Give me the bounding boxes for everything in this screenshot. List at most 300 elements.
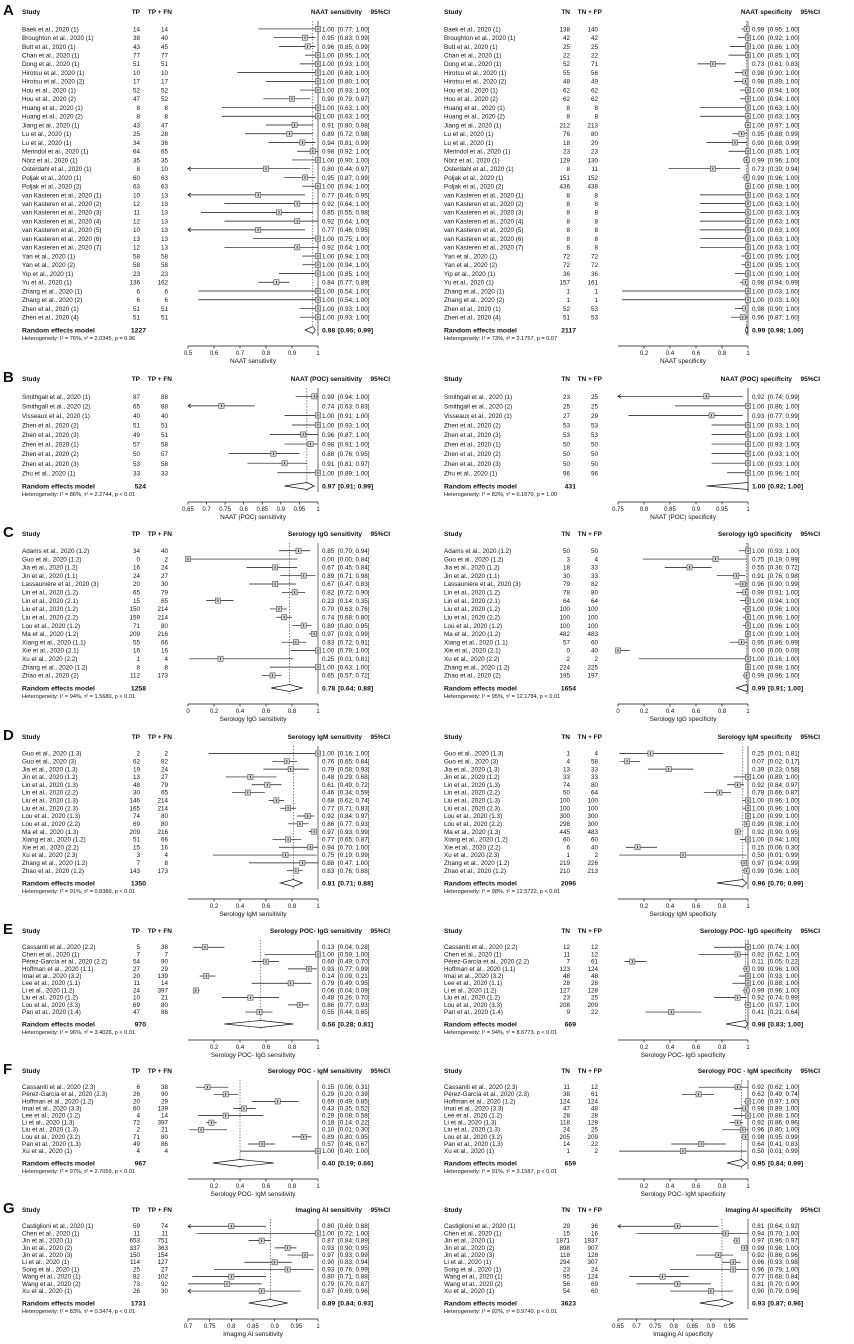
study-count-1: 224 [559, 664, 570, 672]
panel-letter-A: A [3, 2, 14, 19]
study-count-2: 58 [160, 441, 168, 449]
study-count-2: 907 [587, 1244, 598, 1252]
estimate-value: 1.00 [752, 614, 765, 622]
study-count-2: 13 [160, 235, 168, 243]
ci-value: [0.69; 0.88] [338, 1223, 370, 1231]
study-label: Lou et al., 2020 (3.2) [444, 1133, 503, 1141]
study-count-2: 57 [160, 451, 168, 459]
ci-value: [0.93; 0.99] [338, 631, 370, 639]
study-count-2: 10 [160, 69, 168, 77]
x-tick-label: 0.8 [639, 507, 649, 513]
estimate-value: 0.73 [752, 166, 765, 174]
study-count-1: 28 [562, 980, 570, 988]
pooled-ci: [0.64; 0.88] [338, 685, 374, 693]
estimate-value: 0.13 [322, 944, 335, 952]
ci-value: [0.41; 0.83] [768, 1140, 800, 1148]
ci-value: [0.85; 1.00] [768, 52, 800, 60]
study-count-2: 2 [164, 556, 168, 564]
panel-letter-G: G [3, 1200, 15, 1217]
study-count-1: 8 [136, 166, 140, 174]
pooled-estimate: 0.95 [752, 1160, 766, 1168]
study-label: Guo et al., 2020 (1.3) [444, 750, 504, 758]
x-tick-label: 0.2 [639, 709, 649, 715]
ci-value: [0.93; 0.99] [338, 828, 370, 836]
ci-value: [0.06; 0.31] [338, 1084, 370, 1092]
study-label: Huang et al., 2020 (1) [444, 104, 505, 112]
estimate-value: 1.00 [322, 235, 335, 243]
header-study: Study [444, 9, 463, 16]
study-count-2: 25 [590, 43, 598, 51]
header-count-2: TP + FN [147, 9, 172, 16]
header-count-1: TN [561, 1207, 570, 1214]
study-count-2: 90 [160, 1091, 168, 1099]
ci-value: [0.80; 0.95] [338, 622, 370, 630]
estimate-value: 0.98 [752, 1133, 765, 1141]
pooled-total: 970 [134, 1021, 146, 1029]
header-count-1: TP [131, 1068, 140, 1075]
study-label: Lin et al., 2020 (1.3) [444, 781, 501, 789]
header-metric: NAAT (POC) sensitivity [290, 376, 362, 383]
study-label: Wang et al., 2020 (2) [444, 1280, 503, 1288]
header-study: Study [444, 734, 463, 741]
x-tick-label: 0.6 [209, 351, 219, 357]
ci-value: [0.08; 0.58] [338, 1112, 370, 1120]
x-tick-label: 0.6 [691, 709, 701, 715]
pooled-diamond [285, 483, 315, 490]
study-count-2: 33 [590, 774, 598, 782]
study-label: Lou et al., 2020 (1.2) [22, 622, 81, 630]
study-count-1: 57 [562, 639, 570, 647]
estimate-value: 0.92 [322, 244, 335, 252]
study-count-2: 20 [590, 139, 598, 147]
ci-value: [0.57; 0.72] [338, 672, 370, 680]
study-count-1: 4 [136, 1148, 140, 1156]
study-count-1: 10 [132, 192, 140, 200]
x-tick-label: 0.4 [235, 1045, 245, 1051]
ci-value: [0.01; 0.81] [338, 656, 370, 664]
study-label: Liu et al., 2020 (2.2) [444, 614, 501, 622]
ci-value: [0.70; 0.94] [338, 547, 370, 555]
heterogeneity-text: Heterogeneity: I² = 94%, τ² = 8.6773, p < 0.01 [444, 1030, 558, 1036]
estimate-value: 1.00 [752, 432, 765, 440]
study-label: Xiang et al., 2020 (1.1) [444, 639, 508, 647]
estimate-value: 1.00 [752, 35, 765, 43]
header-metric: Serology IgG sensitivity [287, 531, 362, 538]
estimate-value: 0.92 [322, 218, 335, 226]
estimate-value: 1.00 [752, 606, 765, 614]
ci-value: [0.72; 0.90] [338, 589, 370, 597]
study-label: Liu et al., 2020 (2.2) [22, 614, 79, 622]
study-count-2: 64 [590, 597, 598, 605]
pooled-estimate: 1.00 [752, 483, 766, 491]
ci-value: [0.75; 1.00] [338, 235, 370, 243]
estimate-value: 0.00 [752, 647, 765, 655]
header-count-1: TP [131, 734, 140, 741]
study-label: Yan et al., 2020 (2) [444, 262, 498, 270]
study-label: Zhen et al., 2020 (1) [22, 305, 79, 313]
study-count-2: 2 [164, 750, 168, 758]
estimate-value: 0.89 [322, 1133, 335, 1141]
estimate-value: 0.91 [322, 122, 335, 130]
pooled-diamond [271, 685, 302, 692]
study-count-1: 30 [132, 789, 140, 797]
study-count-2: 12 [590, 944, 598, 952]
study-count-2: 25 [590, 1126, 598, 1134]
study-label: Guo et al., 2020 (1.3) [22, 750, 82, 758]
study-count-1: 208 [559, 1001, 570, 1009]
study-count-1: 64 [132, 148, 140, 156]
study-count-1: 48 [562, 972, 570, 980]
study-count-2: 751 [157, 1237, 168, 1245]
study-count-2: 12 [590, 951, 598, 959]
ci-value: [0.63; 1.00] [338, 104, 370, 112]
study-count-2: 13 [160, 192, 168, 200]
estimate-value: 1.00 [752, 797, 765, 805]
ci-value: [0.96; 1.00] [768, 805, 800, 813]
study-count-2: 14 [160, 980, 168, 988]
study-count-1: 100 [559, 622, 570, 630]
x-tick-label: 0.2 [209, 1045, 219, 1051]
x-tick-label: 1 [316, 709, 320, 715]
estimate-value: 0.80 [322, 166, 335, 174]
study-count-1: 1 [566, 1148, 570, 1156]
study-label: Chan et al., 2020 (1) [22, 52, 80, 60]
estimate-value: 0.98 [322, 441, 335, 449]
forest-panel-E-right [444, 928, 820, 1059]
ci-value: [0.69; 0.96] [338, 1287, 370, 1295]
study-count-1: 24 [132, 572, 140, 580]
study-count-2: 61 [590, 1091, 598, 1099]
ci-value: [0.86; 0.99] [768, 639, 800, 647]
study-count-2: 102 [157, 1273, 168, 1281]
ci-value: [0.94; 1.00] [338, 183, 370, 191]
study-count-1: 17 [132, 78, 140, 86]
study-label: Baek et al., 2020 (1) [22, 26, 79, 34]
study-count-1: 898 [559, 1244, 570, 1252]
study-label: Xu et al., 2020 (1) [444, 1148, 495, 1156]
study-count-1: 210 [559, 867, 570, 875]
ci-value: [0.90; 1.00] [768, 305, 800, 313]
pooled-ci: [0.84; 0.99] [768, 1160, 804, 1168]
study-label: Lu et al., 2020 (1) [444, 131, 494, 139]
study-count-2: 209 [587, 1001, 598, 1009]
pooled-label: Random effects model [444, 685, 517, 693]
study-label: Smithgall et al., 2020 (2) [444, 403, 513, 411]
ci-value: [0.94; 1.00] [768, 836, 800, 844]
ci-value: [0.94; 1.00] [338, 393, 370, 401]
x-tick-label: 0.6 [691, 351, 701, 357]
study-label: Lin et al., 2020 (2.2) [22, 789, 79, 797]
study-label: Liu et al., 2020 (2.3) [444, 805, 501, 813]
study-count-1: 78 [562, 589, 570, 597]
estimate-value: 0.25 [322, 656, 335, 664]
study-count-1: 6 [566, 844, 570, 852]
study-count-2: 214 [157, 606, 168, 614]
estimate-value: 1.00 [322, 422, 335, 430]
study-count-2: 36 [590, 270, 598, 278]
study-label: Wang et al., 2020 (1) [444, 1273, 503, 1281]
study-label: Adams et al., 2020 (1.2) [444, 547, 512, 555]
study-count-1: 2 [136, 1126, 140, 1134]
study-label: Li et al., 2020 (1.2) [444, 987, 497, 995]
study-label: Song et al., 2020 (1) [22, 1266, 80, 1274]
estimate-value: 0.94 [752, 1230, 765, 1238]
ci-value: [0.14; 0.22] [338, 1119, 370, 1127]
estimate-value: 1.00 [752, 1098, 765, 1106]
study-count-1: 74 [132, 813, 140, 821]
study-label: Liu et al., 2020 (1.2) [22, 994, 79, 1002]
ci-value: [0.86; 1.00] [768, 403, 800, 411]
x-tick-label: 0.9 [276, 507, 286, 513]
estimate-value: 0.14 [322, 972, 335, 980]
ci-value: [0.98; 1.00] [768, 1244, 800, 1252]
study-count-1: 23 [132, 270, 140, 278]
study-label: Zhen et al., 2020 (2) [444, 422, 501, 430]
x-tick-label: 0.2 [209, 904, 219, 910]
study-label: Osterdahl et al., 2020 (1) [444, 166, 514, 174]
estimate-value: 1.00 [322, 750, 335, 758]
study-label: Poljak et al., 2020 (1) [444, 174, 504, 182]
x-axis-label: Serology POC- IgM sensitivity [210, 1191, 296, 1198]
study-count-1: 151 [559, 174, 570, 182]
header-count-1: TN [561, 9, 570, 16]
study-count-2: 82 [160, 758, 168, 766]
panel-letter-B: B [3, 369, 14, 386]
study-count-1: 6 [136, 297, 140, 305]
study-count-2: 124 [587, 965, 598, 973]
x-tick-label: 0.6 [261, 1184, 271, 1190]
study-count-1: 8 [566, 209, 570, 217]
study-count-1: 23 [562, 148, 570, 156]
study-count-2: 162 [157, 279, 168, 287]
estimate-value: 0.29 [322, 1112, 335, 1120]
header-ci: 95%CI [800, 928, 820, 935]
study-count-1: 51 [132, 61, 140, 69]
x-tick-label: 0.8 [717, 709, 727, 715]
study-count-2: 128 [587, 987, 598, 995]
study-count-2: 139 [157, 972, 168, 980]
study-count-1: 56 [562, 1280, 570, 1288]
estimate-value: 1.00 [322, 1230, 335, 1238]
estimate-value: 0.60 [322, 958, 335, 966]
study-count-1: 20 [132, 581, 140, 589]
ci-value: [0.96; 0.97] [768, 1237, 800, 1245]
header-metric: NAAT specificity [740, 9, 792, 16]
ci-value: [0.44; 0.97] [338, 166, 370, 174]
pooled-total: 1258 [130, 685, 146, 693]
ci-value: [0.92; 1.00] [768, 35, 800, 43]
estimate-value: 0.95 [322, 174, 335, 182]
x-axis-label: Imaging AI specificity [653, 1331, 713, 1338]
header-ci: 95%CI [370, 531, 390, 538]
study-label: Yan et al., 2020 (2) [22, 262, 76, 270]
study-count-2: 4 [594, 750, 598, 758]
forest-panel-B-left [22, 376, 390, 521]
estimate-value: 1.00 [752, 470, 765, 478]
study-label: Xu et al., 2020 (2.3) [22, 852, 78, 860]
study-label: Jia et al., 2020 (1.2) [444, 564, 500, 572]
estimate-value: 0.92 [322, 200, 335, 208]
study-label: Jin et al., 2020 (1) [22, 1237, 73, 1245]
study-label: Imai et al., 2020 (3.3) [22, 1105, 82, 1113]
x-tick-label: 1 [316, 1324, 320, 1330]
estimate-value: 1.00 [752, 218, 765, 226]
estimate-value: 0.92 [752, 951, 765, 959]
study-label: Lou et al., 2020 (3.2) [22, 1133, 81, 1141]
study-label: Hou et al., 2020 (1) [444, 87, 498, 95]
study-count-1: 219 [559, 860, 570, 867]
estimate-value: 0.77 [322, 192, 335, 200]
x-tick-label: 1 [316, 904, 320, 910]
x-tick-label: 0.7 [632, 1324, 641, 1330]
header-study: Study [22, 1207, 41, 1214]
study-label: Cassaniti et al., 2020 (2.3) [22, 1084, 96, 1092]
study-count-2: 13 [160, 209, 168, 217]
study-label: Guo et al., 2020 (1.2) [22, 556, 82, 564]
study-count-1: 6 [136, 1084, 140, 1092]
study-count-2: 24 [160, 766, 168, 774]
ci-value: [0.63; 0.83] [338, 403, 370, 411]
study-label: Chen et al., 2020 (1) [444, 1230, 502, 1238]
study-label: Jiang et al., 2020 (1) [444, 122, 502, 130]
study-label: Jiang et al., 2020 (1) [22, 122, 80, 130]
study-label: van Kasteren et al., 2020 (5) [22, 227, 102, 235]
forest-panel-G-left [22, 1207, 390, 1338]
ci-value: [0.03; 1.00] [768, 297, 800, 305]
study-count-2: 8 [594, 218, 598, 226]
study-label: Wang et al., 2020 (1) [22, 1273, 81, 1281]
x-tick-label: 0.85 [247, 1324, 259, 1330]
study-label: Xu et al., 2020 (2.2) [444, 656, 500, 664]
study-count-2: 80 [160, 820, 168, 828]
ci-value: [0.62; 1.00] [768, 1084, 800, 1092]
header-metric: Serology IgM specificity [717, 734, 792, 741]
estimate-value: 1.00 [322, 61, 335, 69]
header-ci: 95%CI [370, 1068, 390, 1075]
study-count-1: 8 [566, 192, 570, 200]
study-label: Xiang et al., 2020 (1.2) [22, 836, 86, 844]
study-count-1: 29 [562, 1223, 570, 1231]
study-label: Yu et al., 2020 (1) [444, 279, 494, 287]
study-count-1: 127 [559, 987, 570, 995]
study-label: van Kasteren et al., 2020 (3) [444, 209, 524, 217]
pooled-estimate: 0.99 [752, 685, 766, 693]
header-count-2: TP + FN [147, 1207, 172, 1214]
x-axis-label: Serology IgM specificity [649, 911, 717, 918]
study-count-1: 60 [132, 174, 140, 182]
study-label: Jin et al., 2020 (3) [22, 1251, 73, 1259]
estimate-value: 0.79 [322, 980, 335, 988]
ci-value: [0.16; 1.00] [338, 750, 370, 758]
x-tick-label: 1 [316, 507, 320, 513]
ci-value: [0.04; 0.28] [338, 944, 370, 952]
study-label: Lin et al., 2020 (1.2) [22, 589, 79, 597]
study-count-2: 2 [594, 1148, 598, 1156]
ci-value: [0.88; 1.00] [768, 980, 800, 988]
study-count-1: 1 [136, 656, 140, 664]
study-count-2: 22 [590, 52, 598, 60]
ci-value: [0.46; 0.95] [338, 192, 370, 200]
study-count-1: 59 [132, 1223, 140, 1231]
x-tick-label: 0.8 [717, 351, 727, 357]
estimate-value: 0.77 [322, 805, 335, 813]
pooled-total: 431 [564, 483, 576, 491]
study-count-2: 27 [160, 572, 168, 580]
study-count-2: 14 [160, 26, 168, 34]
study-count-1: 10 [132, 994, 140, 1002]
pooled-total: 3623 [560, 1300, 576, 1308]
study-count-2: 8 [594, 192, 598, 200]
study-label: Guo et al., 2020 (3) [444, 758, 499, 766]
study-count-1: 33 [562, 774, 570, 782]
study-count-1: 12 [132, 244, 140, 252]
estimate-value: 0.94 [322, 139, 335, 147]
study-count-2: 50 [590, 547, 598, 555]
ci-value: [0.90; 1.00] [338, 157, 370, 165]
ci-value: [0.92; 1.00] [338, 148, 370, 156]
study-count-2: 438 [587, 183, 598, 191]
study-count-2: 61 [590, 958, 598, 966]
ci-value: [0.29; 0.68] [338, 774, 370, 782]
study-count-1: 100 [559, 797, 570, 805]
pooled-total: 1227 [130, 327, 146, 335]
ci-value: [0.20; 0.39] [338, 1091, 370, 1099]
ci-value: [0.63; 1.00] [768, 235, 800, 243]
estimate-value: 1.00 [322, 288, 335, 296]
study-label: Zhen et al., 2020 (3) [444, 432, 501, 440]
estimate-value: 0.74 [322, 614, 335, 622]
estimate-value: 0.93 [752, 412, 765, 420]
pooled-label: Random effects model [444, 483, 517, 491]
study-label: van Kasteren et al., 2020 (7) [444, 244, 524, 252]
study-label: Zhen et al., 2020 (1) [22, 441, 79, 449]
estimate-value: 0.98 [752, 78, 765, 86]
ci-value: [0.76; 0.98] [768, 572, 800, 580]
ci-value: [0.03; 1.00] [768, 288, 800, 296]
study-count-2: 47 [160, 122, 168, 130]
study-count-2: 50 [590, 460, 598, 468]
study-count-1: 7 [136, 951, 140, 959]
pooled-diamond [280, 880, 302, 887]
estimate-value: 1.00 [322, 104, 335, 112]
study-label: Lou et al., 2020 (1.3) [444, 813, 503, 821]
estimate-value: 0.99 [752, 867, 765, 875]
estimate-value: 0.74 [322, 403, 335, 411]
study-count-1: 69 [132, 1001, 140, 1009]
study-label: Yan et al., 2020 (1) [22, 253, 76, 261]
study-count-1: 100 [559, 805, 570, 813]
ci-value: [0.63; 0.76] [338, 606, 370, 614]
study-label: Poljak et al., 2020 (2) [444, 183, 504, 191]
estimate-value: 0.41 [752, 1008, 765, 1016]
ci-value: [0.86; 0.96] [768, 1119, 800, 1127]
study-count-1: 212 [559, 122, 570, 130]
estimate-value: 0.62 [752, 1091, 765, 1099]
ci-value: [0.89; 1.00] [338, 470, 370, 478]
study-label: Xie et al., 2020 (2.2) [22, 844, 79, 852]
forest-panel-D-left [22, 734, 390, 918]
ci-value: [0.97; 1.00] [768, 122, 800, 130]
study-count-1: 50 [562, 460, 570, 468]
ci-value: [0.70; 0.90] [768, 1280, 800, 1288]
estimate-value: 0.48 [322, 774, 335, 782]
study-label: Lu et al., 2020 (1) [22, 139, 72, 147]
estimate-value: 0.92 [752, 781, 765, 789]
study-count-2: 33 [590, 766, 598, 774]
ci-value: [0.99; 1.00] [768, 631, 800, 639]
estimate-value: 0.99 [752, 26, 765, 34]
ci-value: [0.90; 0.95] [768, 828, 800, 836]
